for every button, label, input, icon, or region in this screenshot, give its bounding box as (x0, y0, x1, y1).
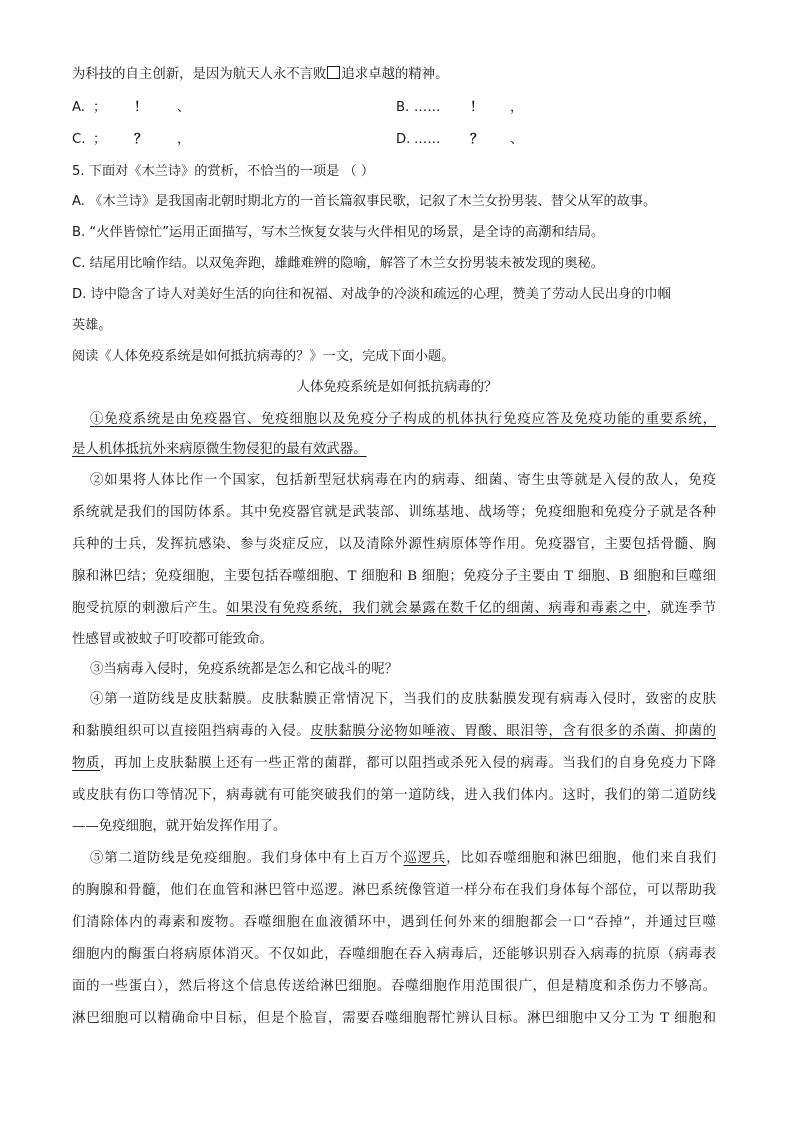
p2-line-6: 性感冒或被蚊子叮咬都可能致命。 (72, 632, 273, 647)
option-b-mark-2: ！ (470, 100, 484, 115)
option-d-mark-1: …… (414, 132, 441, 147)
reading-instruction: 阅读《人体免疫系统是如何抵抗病毒的？》一文，完成下面小题。 (72, 349, 455, 364)
option-d-mark-3: 、 (510, 132, 524, 147)
p2-line-1: ②如果将人体比作一个国家，包括新型冠状病毒在内的病毒、细菌、寄生虫等就是入侵的敌人，免疫 (90, 473, 716, 488)
option-b-mark-1: …… (414, 100, 441, 115)
p2-line-3: 兵种的士兵，发挥抗感染、参与炎症反应，以及清除外源性病原体等作用。免疫器官，主要包括骨髓、胸 (72, 537, 716, 552)
option-d-mark-2: ？ (470, 132, 484, 147)
option-d-letter: D. (396, 132, 411, 147)
p4-line-2 (72, 722, 716, 742)
p5-line-3: 们清除体内的毒素和废物。吞噬细胞在血液循环中，遇到任何外来的细胞都会一口“吞掉”，并通过巨噬 (72, 915, 716, 930)
continuation-text-start: 为科技的自主创新，是因为航天人永不言败 (72, 67, 327, 82)
q5-option-d-line-1: D. 诗中隐含了诗人对美好生活的向往和祝福、对战争的冷淡和疏远的心理，赞美了劳动人民出身的巾帼 (72, 287, 671, 302)
p5-line-4: 细胞内的酶蛋白将病原体消灭。不仅如此，吞噬细胞在吞入病毒后，还能够识别吞入病毒的抗原（病毒表 (72, 947, 716, 962)
p5-line-5: 面的一些蛋白），然后将这个信息传送给淋巴细胞。吞噬细胞作用范围很广，但是精度和杀伤力不够高。 (72, 979, 716, 994)
p4-underlined-1: 皮肤黏膜分泌物如唾液、胃酸、眼泪等，含有很多的杀菌、抑菌的 (310, 724, 717, 739)
p3-line: ③当病毒入侵时，免疫系统都是怎么和它战斗的呢？ (90, 662, 398, 677)
p5-line-1 (90, 849, 716, 869)
p1-line-2 (72, 440, 367, 460)
p4-line-1: ④第一道防线是皮肤黏膜。皮肤黏膜正常情况下，当我们的皮肤黏膜发现有病毒入侵时，致密的皮肤 (90, 692, 716, 707)
p2-line-5-start: 胞受抗原的刺激后产生。 (72, 601, 227, 616)
option-c-mark-2: ？ (134, 132, 148, 147)
continuation-text-end: 追求卓越的精神。 (341, 67, 449, 82)
option-b-mark-3: ， (510, 100, 524, 115)
p2-line-5 (72, 599, 716, 619)
p1-line-1 (90, 410, 716, 430)
option-b-letter: B. (396, 100, 410, 115)
p2-line-4: 腺和淋巴结；免疫细胞，主要包括吞噬细胞、T 细胞和 B 细胞；免疫分子主要由 T 细胞、B 细胞和巨噬细 (72, 569, 716, 584)
p2-underlined-sentence: 如果没有免疫系统，我们就会暴露在数千亿的细菌、病毒和毒素之中 (226, 601, 647, 616)
p4-line-3-end: ，再加上皮肤黏膜上还有一些正常的菌群，都可以阻挡或杀死入侵的病毒。当我们的自身免疫力下降 (100, 756, 717, 771)
p5-line-6: 淋巴细胞可以精确命中目标，但是个脸盲，需要吞噬细胞帮忙辨认目标。淋巴细胞中又分工为 T 细胞和 (72, 1011, 716, 1026)
q5-stem: 5. 下面对《木兰诗》的赏析，不恰当的一项是 （ ） (72, 164, 375, 179)
q5-option-a: A. 《木兰诗》是我国南北朝时期北方的一首长篇叙事民歌，记叙了木兰女扮男装、替父从军的故事。 (72, 194, 657, 209)
option-c-letter: C. (72, 132, 86, 147)
continuation-line (72, 65, 449, 85)
p4-underlined-2: 物质 (72, 756, 101, 771)
p2-line-5-end: ，就连季节 (646, 601, 717, 616)
blank-box (327, 66, 340, 79)
p5-line-1-start: ⑤第二道防线是免疫细胞。我们身体中有上百万个 (90, 851, 404, 866)
p1-underlined-2: 是人机体抵抗外来病原微生物侵犯的最有效武器。 (72, 442, 367, 457)
p4-line-3 (72, 754, 716, 774)
q5-option-c: C. 结尾用比喻作结。以双兔奔跑，雄雌难辨的隐喻，解答了木兰女扮男装未被发现的奥秘。 (72, 256, 604, 271)
p4-line-4: 或皮肤有伤口等情况下，病毒就有可能突破我们的第一道防线，进入我们体内。这时，我们的第二道防线 (72, 788, 716, 803)
p5-line-2: 的胸腺和骨髓，他们在血管和淋巴管中巡逻。淋巴系统像管道一样分布在我们身体每个部位，可以帮助我 (72, 883, 716, 898)
p1-underlined-1: ①免疫系统是由免疫器官、免疫细胞以及免疫分子构成的机体执行免疫应答及免疫功能的重要系统， (90, 412, 716, 427)
p5-line-1-end: ，比如吞噬细胞和淋巴细胞，他们来自我们 (446, 851, 717, 866)
p4-line-2-start: 和黏膜组织可以直接阻挡病毒的入侵。 (72, 724, 311, 739)
option-c-mark-1: ； (93, 132, 107, 147)
p4-line-5: ——免疫细胞，就开始发挥作用了。 (72, 819, 287, 834)
q5-option-d-line-2: 英雄。 (72, 318, 112, 333)
option-a-mark-2: ！ (134, 100, 148, 115)
article-title: 人体免疫系统是如何抵抗病毒的？ (296, 380, 498, 395)
q5-option-b: B. “火伴皆惊忙”运用正面描写，写木兰恢复女装与火伴相见的场景，是全诗的高潮和结局。 (72, 225, 605, 240)
p5-underlined-word: 巡逻兵 (403, 851, 447, 866)
p2-line-2: 系统就是我们的国防体系。其中免疫器官就是武装部、训练基地、战场等；免疫细胞和免疫分子就是各种 (72, 505, 716, 520)
option-a-mark-1: ； (93, 100, 107, 115)
option-a-letter: A. (72, 100, 85, 115)
option-c-mark-3: ， (177, 132, 191, 147)
option-a-mark-3: 、 (177, 100, 191, 115)
